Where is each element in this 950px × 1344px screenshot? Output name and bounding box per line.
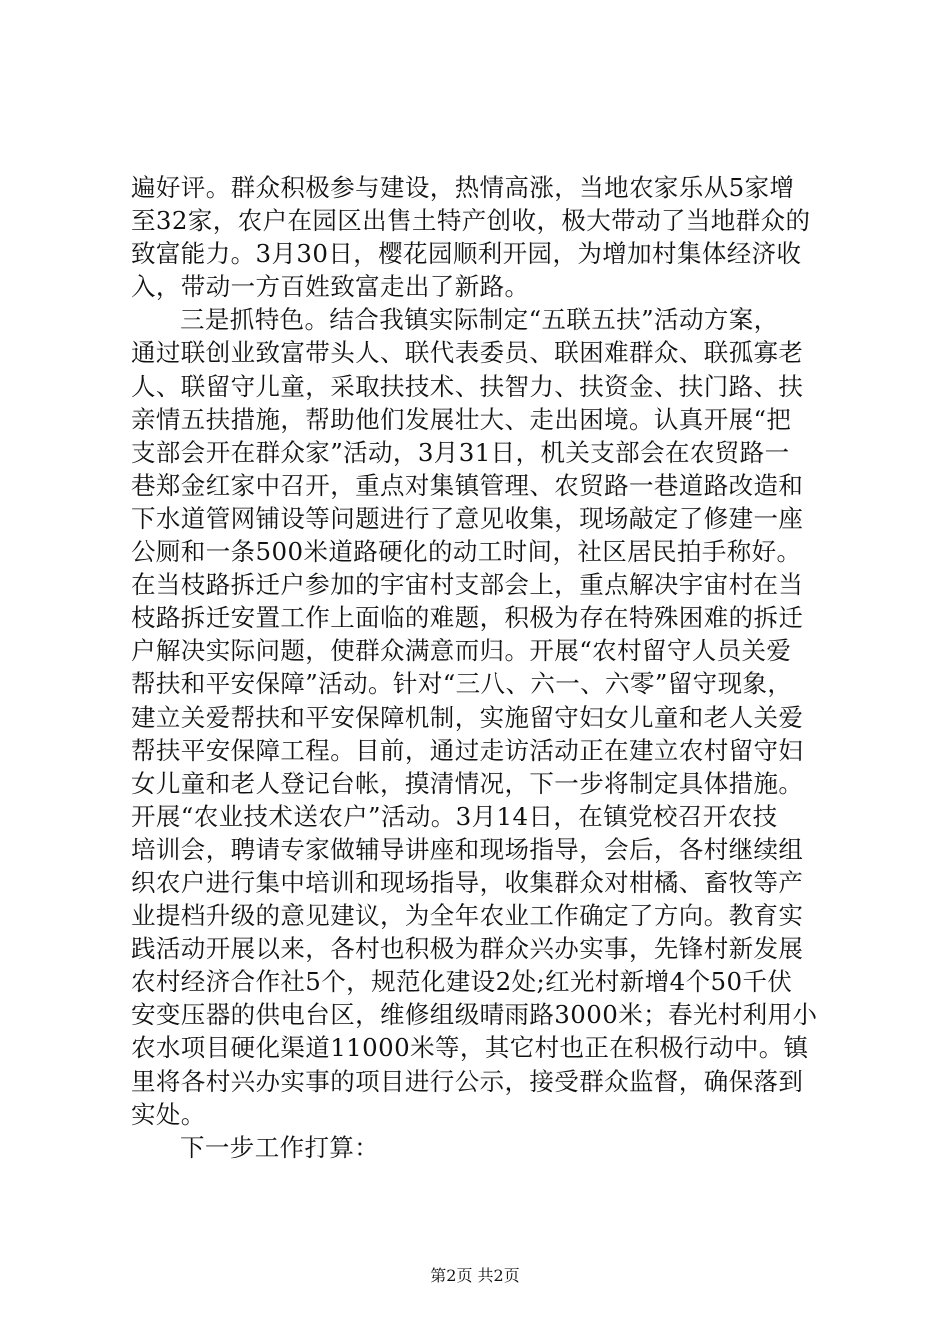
paragraph-line: 人、联留守儿童，采取扶技术、扶智力、扶资金、扶门路、扶 bbox=[131, 371, 804, 401]
paragraph-line: 下水道管网铺设等问题进行了意见收集，现场敲定了修建一座 bbox=[131, 503, 804, 533]
paragraph-line: 建立关爱帮扶和平安保障机制，实施留守妇女儿童和老人关爱 bbox=[131, 702, 804, 732]
paragraph-line: 开展“农业技术送农户”活动。3月14日，在镇党校召开农技 bbox=[131, 801, 778, 831]
paragraph-line: 至32家，农户在园区出售土特产创收，极大带动了当地群众的 bbox=[131, 206, 811, 236]
section-heading: 下一步工作打算： bbox=[180, 1132, 380, 1162]
paragraph-line: 在当枝路拆迁户参加的宇宙村支部会上，重点解决宇宙村在当 bbox=[131, 570, 804, 600]
paragraph-line: 枝路拆迁安置工作上面临的难题，积极为存在特殊困难的拆迁 bbox=[131, 603, 804, 633]
paragraph-line: 农水项目硬化渠道11000米等，其它村也正在积极行动中。镇 bbox=[131, 1033, 809, 1063]
paragraph-line: 织农户进行集中培训和现场指导，收集群众对柑橘、畜牧等产 bbox=[131, 867, 804, 897]
page-number: 第2页 共2页 bbox=[430, 1266, 520, 1285]
paragraph-line: 户解决实际问题，使群众满意而归。开展“农村留守人员关爱 bbox=[131, 636, 792, 666]
paragraph-line: 女儿童和老人登记台帐，摸清情况，下一步将制定具体措施。 bbox=[131, 768, 804, 798]
paragraph-line: 通过联创业致富带头人、联代表委员、联困难群众、联孤寡老 bbox=[131, 338, 804, 368]
page-footer bbox=[0, 1266, 950, 1286]
paragraph-line: 实处。 bbox=[131, 1099, 206, 1129]
paragraph-line: 入，带动一方百姓致富走出了新路。 bbox=[131, 272, 530, 302]
paragraph-line: 公厕和一条500米道路硬化的动工时间，社区居民拍手称好。 bbox=[131, 537, 802, 567]
paragraph-line: 致富能力。3月30日，樱花园顺利开园，为增加村集体经济收 bbox=[131, 239, 802, 269]
paragraph-line: 培训会，聘请专家做辅导讲座和现场指导，会后，各村继续组 bbox=[131, 834, 804, 864]
paragraph-line: 安变压器的供电台区，维修组级晴雨路3000米；春光村利用小 bbox=[131, 1000, 818, 1030]
paragraph-line: 业提档升级的意见建议，为全年农业工作确定了方向。教育实 bbox=[131, 901, 804, 931]
paragraph-line: 践活动开展以来，各村也积极为群众兴办实事，先锋村新发展 bbox=[131, 934, 804, 964]
paragraph-line: 亲情五扶措施，帮助他们发展壮大、走出困境。认真开展“把 bbox=[131, 404, 792, 434]
paragraph-line: 巷郑金红家中召开，重点对集镇管理、农贸路一巷道路改造和 bbox=[131, 470, 804, 500]
paragraph-line: 三是抓特色。结合我镇实际制定“五联五扶”活动方案， bbox=[180, 305, 779, 335]
paragraph-line: 帮扶和平安保障”活动。针对“三八、六一、六零”留守现象， bbox=[131, 669, 793, 699]
paragraph-line: 支部会开在群众家”活动，3月31日，机关支部会在农贸路一 bbox=[131, 437, 790, 467]
document-body bbox=[131, 171, 831, 1164]
paragraph-line: 帮扶平安保障工程。目前，通过走访活动正在建立农村留守妇 bbox=[131, 735, 804, 765]
paragraph-line: 遍好评。群众积极参与建设，热情高涨，当地农家乐从5家增 bbox=[131, 173, 795, 202]
paragraph-line: 里将各村兴办实事的项目进行公示，接受群众监督，确保落到 bbox=[131, 1066, 804, 1096]
paragraph-line: 农村经济合作社5个，规范化建设2处;红光村新增4个50千伏 bbox=[131, 967, 793, 997]
